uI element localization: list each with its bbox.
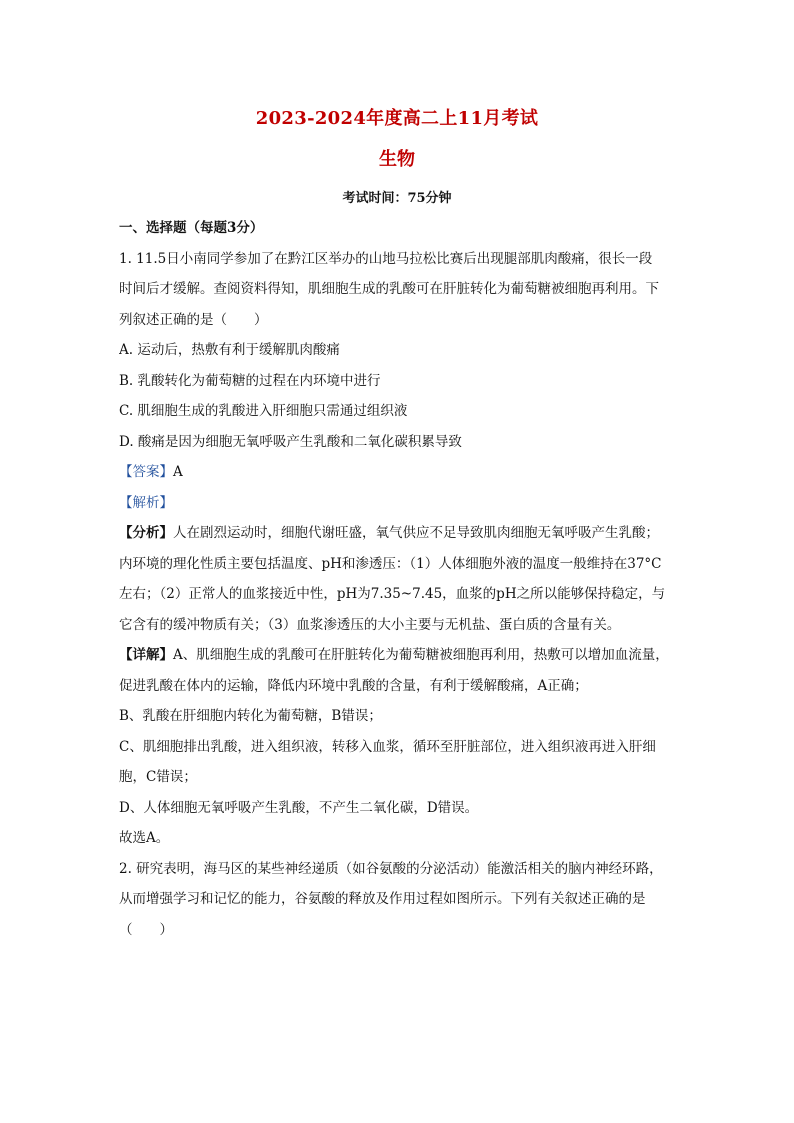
fenxi-text: 它含有的缓冲物质有关；（3）血浆渗透压的大小主要与无机盐、蛋白质的含量有关。 <box>119 616 621 633</box>
xiangjie-text: 胞，C错误； <box>119 769 197 785</box>
analysis-line <box>119 488 677 519</box>
exam-title: 2023-2024年度高二上11月考试 <box>255 108 539 129</box>
xiangjie-text: A、肌细胞生成的乳酸可在肝脏转化为葡萄糖被细胞再利用，热敷可以增加血流量， <box>173 647 669 663</box>
question-stem-line: 列叙述正确的是（ ） <box>119 311 268 328</box>
fenxi-text: 内环境的理化性质主要包括温度、pH和渗透压：（1）人体细胞外液的温度一般维持在37°C <box>119 555 662 572</box>
question-2 <box>119 854 677 946</box>
option-a: A. 运动后，热敷有利于缓解肌肉酸痛 <box>119 342 340 358</box>
analysis-label: 【解析】 <box>119 494 173 511</box>
fenxi-text: 人在剧烈运动时，细胞代谢旺盛，氧气供应不足导致肌肉细胞无氧呼吸产生乳酸； <box>173 525 659 541</box>
section-heading: 一、选择题（每题3分） <box>119 220 264 236</box>
xiangjie-text: D、人体细胞无氧呼吸产生乳酸，不产生二氧化碳，D错误。 <box>119 799 479 816</box>
xiangjie-label: 【详解】 <box>119 647 173 663</box>
conclusion-text: 故选A。 <box>119 830 170 846</box>
exam-time: 考试时间：75分钟 <box>342 191 452 206</box>
question-stem-line: 从而增强学习和记忆的能力，谷氨酸的释放及作用过程如图所示。下列有关叙述正确的是 <box>119 891 646 907</box>
document-body <box>119 213 677 945</box>
question-stem-line: 时间后才缓解。查阅资料得知，肌细胞生成的乳酸可在肝脏转化为葡萄糖被细胞再利用。下 <box>119 281 659 297</box>
fenxi-label: 【分析】 <box>119 525 173 541</box>
option-c: C. 肌细胞生成的乳酸进入肝细胞只需通过组织液 <box>119 403 408 419</box>
xiangjie-line <box>119 640 677 671</box>
xiangjie-text: B、乳酸在肝细胞内转化为葡萄糖，B错误； <box>119 708 382 724</box>
exam-subject: 生物 <box>379 149 415 170</box>
answer-label: 【答案】 <box>119 464 173 480</box>
option-d: D. 酸痛是因为细胞无氧呼吸产生乳酸和二氧化碳积累导致 <box>119 433 462 450</box>
option-b: B. 乳酸转化为葡萄糖的过程在内环境中进行 <box>119 372 381 389</box>
question-stem-line: 2. 研究表明，海马区的某些神经递质（如谷氨酸的分泌活动）能激活相关的脑内神经环路， <box>119 860 663 877</box>
xiangjie-text: 促进乳酸在体内的运输，降低内环境中乳酸的含量，有利于缓解酸痛，A正确； <box>119 677 588 694</box>
fenxi-line <box>119 518 677 549</box>
question-stem-line: 1. 11.5日小南同学参加了在黔江区举办的山地马拉松比赛后出现腿部肌肉酸痛，很长一段 <box>119 250 653 267</box>
question-1 <box>119 244 677 854</box>
fenxi-text: 左右；（2）正常人的血浆接近中性，pH为7.35~7.45，血浆的pH之所以能够保持稳定，与 <box>119 586 666 602</box>
answer-value: A <box>173 464 183 480</box>
question-stem-line: （ ） <box>119 921 173 938</box>
answer-line <box>119 457 677 488</box>
xiangjie-text: C、肌细胞排出乳酸，进入组织液，转移入血浆，循环至肝脏部位，进入组织液再进入肝细 <box>119 738 656 755</box>
